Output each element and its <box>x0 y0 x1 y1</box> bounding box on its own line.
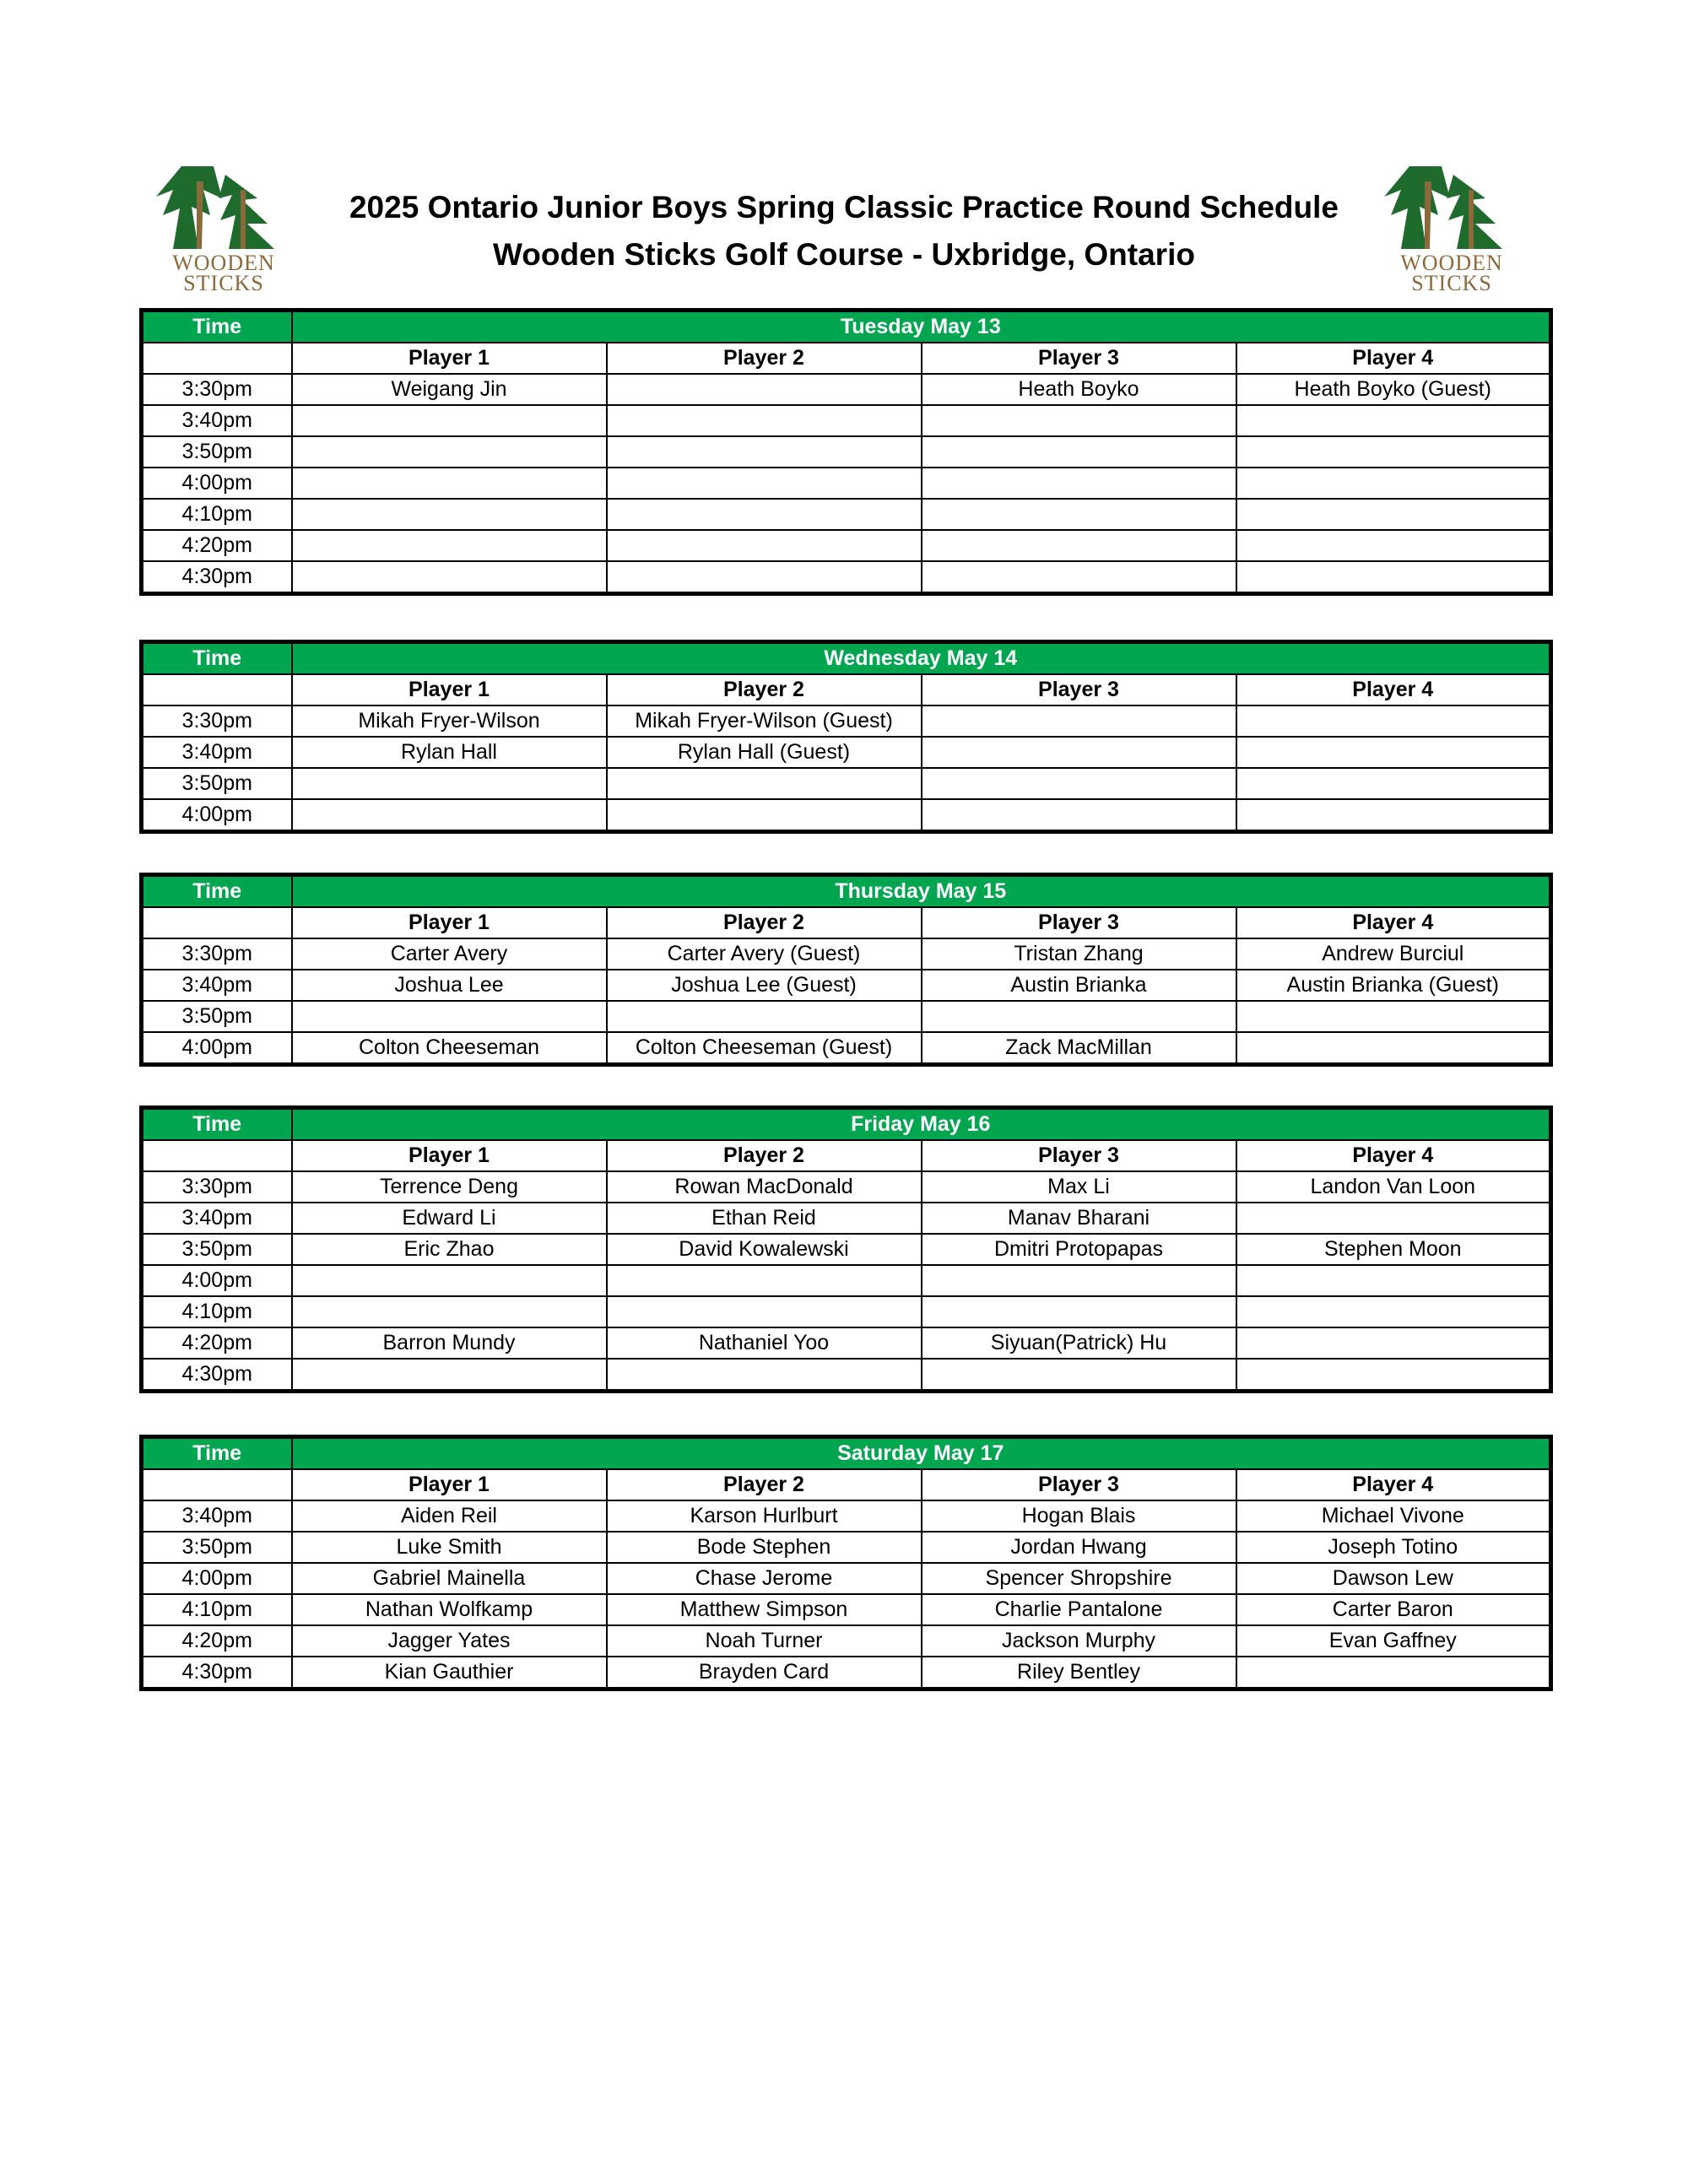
player-cell <box>607 561 922 594</box>
player-cell <box>1236 468 1551 499</box>
schedule-table <box>139 308 1553 596</box>
player-cell <box>607 1296 922 1327</box>
player-cell: Chase Jerome <box>607 1563 922 1594</box>
player-cell <box>292 530 607 561</box>
player-cell <box>607 499 922 530</box>
player-cell <box>607 436 922 468</box>
time-column-header: Time <box>142 1108 292 1141</box>
page-title: 2025 Ontario Junior Boys Spring Classic Practice Round Schedule <box>349 190 1339 224</box>
player-cell: Joshua Lee <box>292 970 607 1001</box>
blank-cell <box>142 674 292 705</box>
table-row <box>142 938 1551 970</box>
day-header-row <box>142 1437 1551 1470</box>
player-cell: Ethan Reid <box>607 1203 922 1234</box>
player-cell <box>922 405 1236 436</box>
wooden-sticks-logo-left <box>148 165 300 295</box>
blank-cell <box>142 1469 292 1500</box>
player-cell <box>1236 530 1551 561</box>
logo-wordmark-line2: STICKS <box>183 271 264 295</box>
tee-time: 3:40pm <box>142 737 292 768</box>
player-cell: Heath Boyko <box>922 374 1236 405</box>
player-cell: Tristan Zhang <box>922 938 1236 970</box>
day-header-row <box>142 642 1551 675</box>
time-column-header: Time <box>142 875 292 908</box>
player-column-header: Player 3 <box>922 907 1236 938</box>
player-cell: Rowan MacDonald <box>607 1171 922 1203</box>
table-row <box>142 374 1551 405</box>
table-row <box>142 1625 1551 1657</box>
table-row <box>142 737 1551 768</box>
player-column-header: Player 3 <box>922 674 1236 705</box>
tree-logo-icon <box>1376 165 1528 253</box>
player-cell <box>922 530 1236 561</box>
time-column-header: Time <box>142 642 292 675</box>
player-header-row <box>142 1140 1551 1171</box>
table-row <box>142 1594 1551 1625</box>
player-cell: Weigang Jin <box>292 374 607 405</box>
player-column-header: Player 3 <box>922 343 1236 374</box>
schedule-table <box>139 640 1553 834</box>
player-cell: Aiden Reil <box>292 1500 607 1532</box>
player-cell: Jackson Murphy <box>922 1625 1236 1657</box>
player-cell: Rylan Hall <box>292 737 607 768</box>
player-column-header: Player 1 <box>292 907 607 938</box>
tee-time: 4:10pm <box>142 1594 292 1625</box>
player-cell <box>922 561 1236 594</box>
player-cell: Joshua Lee (Guest) <box>607 970 922 1001</box>
player-column-header: Player 4 <box>1236 1469 1551 1500</box>
player-cell: Hogan Blais <box>922 1500 1236 1532</box>
tee-time: 3:30pm <box>142 938 292 970</box>
player-cell <box>1236 499 1551 530</box>
player-cell <box>292 436 607 468</box>
player-column-header: Player 4 <box>1236 1140 1551 1171</box>
player-cell <box>292 468 607 499</box>
player-cell <box>607 768 922 799</box>
tee-time: 3:50pm <box>142 1532 292 1563</box>
tee-time: 4:20pm <box>142 530 292 561</box>
player-cell <box>607 799 922 832</box>
player-cell: Gabriel Mainella <box>292 1563 607 1594</box>
tee-time: 3:50pm <box>142 768 292 799</box>
player-cell <box>922 1001 1236 1032</box>
player-header-row <box>142 1469 1551 1500</box>
table-row <box>142 1001 1551 1032</box>
player-cell <box>292 499 607 530</box>
player-cell: Carter Avery <box>292 938 607 970</box>
player-cell: Evan Gaffney <box>1236 1625 1551 1657</box>
player-cell: Edward Li <box>292 1203 607 1234</box>
player-cell: Brayden Card <box>607 1657 922 1689</box>
blank-cell <box>142 343 292 374</box>
player-cell <box>922 705 1236 737</box>
tee-time: 4:00pm <box>142 1032 292 1065</box>
tee-time: 4:00pm <box>142 1265 292 1296</box>
player-cell <box>1236 405 1551 436</box>
player-cell: Max Li <box>922 1171 1236 1203</box>
player-column-header: Player 2 <box>607 907 922 938</box>
tee-time: 3:50pm <box>142 436 292 468</box>
player-cell: Carter Baron <box>1236 1594 1551 1625</box>
table-row <box>142 1500 1551 1532</box>
player-cell <box>922 499 1236 530</box>
player-cell: Eric Zhao <box>292 1234 607 1265</box>
table-row <box>142 530 1551 561</box>
table-row <box>142 1532 1551 1563</box>
tee-time: 3:30pm <box>142 705 292 737</box>
player-cell <box>607 468 922 499</box>
player-cell: Jordan Hwang <box>922 1532 1236 1563</box>
table-row <box>142 405 1551 436</box>
player-cell: Riley Bentley <box>922 1657 1236 1689</box>
time-column-header: Time <box>142 311 292 343</box>
day-label: Tuesday May 13 <box>292 311 1551 343</box>
page-title-block <box>304 184 1384 278</box>
player-cell: Karson Hurlburt <box>607 1500 922 1532</box>
tee-time: 4:20pm <box>142 1327 292 1359</box>
tee-time: 3:40pm <box>142 1500 292 1532</box>
table-row <box>142 799 1551 832</box>
blank-cell <box>142 907 292 938</box>
player-cell: Colton Cheeseman (Guest) <box>607 1032 922 1065</box>
table-row <box>142 1296 1551 1327</box>
player-cell <box>1236 1296 1551 1327</box>
player-cell <box>1236 1657 1551 1689</box>
table-row <box>142 436 1551 468</box>
player-cell <box>292 1001 607 1032</box>
player-column-header: Player 3 <box>922 1469 1236 1500</box>
player-cell <box>922 1265 1236 1296</box>
player-cell: Zack MacMillan <box>922 1032 1236 1065</box>
player-cell: Jagger Yates <box>292 1625 607 1657</box>
player-cell <box>1236 1265 1551 1296</box>
tee-time: 4:30pm <box>142 561 292 594</box>
schedule-table <box>139 1106 1553 1393</box>
player-cell: Joseph Totino <box>1236 1532 1551 1563</box>
logo-wordmark-line1: WOODEN <box>172 251 275 275</box>
player-cell: Charlie Pantalone <box>922 1594 1236 1625</box>
player-header-row <box>142 907 1551 938</box>
tee-time: 4:30pm <box>142 1359 292 1392</box>
tee-time: 4:30pm <box>142 1657 292 1689</box>
player-column-header: Player 4 <box>1236 907 1551 938</box>
player-cell <box>1236 1032 1551 1065</box>
player-cell: Mikah Fryer-Wilson (Guest) <box>607 705 922 737</box>
tee-time: 3:40pm <box>142 405 292 436</box>
day-label: Saturday May 17 <box>292 1437 1551 1470</box>
player-cell <box>922 799 1236 832</box>
table-row <box>142 1657 1551 1689</box>
table-row <box>142 1203 1551 1234</box>
table-row <box>142 1563 1551 1594</box>
player-cell <box>922 768 1236 799</box>
player-cell <box>1236 561 1551 594</box>
player-column-header: Player 2 <box>607 343 922 374</box>
logo-wordmark-line1: WOODEN <box>1400 251 1503 275</box>
page-subtitle: Wooden Sticks Golf Course - Uxbridge, Ontario <box>493 237 1195 272</box>
table-row <box>142 768 1551 799</box>
player-column-header: Player 3 <box>922 1140 1236 1171</box>
player-cell: Manav Bharani <box>922 1203 1236 1234</box>
player-cell: David Kowalewski <box>607 1234 922 1265</box>
player-column-header: Player 1 <box>292 343 607 374</box>
player-cell <box>1236 1359 1551 1392</box>
tee-time: 4:00pm <box>142 468 292 499</box>
player-cell <box>607 1001 922 1032</box>
player-cell <box>922 436 1236 468</box>
player-cell: Michael Vivone <box>1236 1500 1551 1532</box>
player-cell: Matthew Simpson <box>607 1594 922 1625</box>
tee-time: 3:30pm <box>142 374 292 405</box>
tee-time: 4:00pm <box>142 1563 292 1594</box>
player-cell: Luke Smith <box>292 1532 607 1563</box>
player-cell <box>1236 1327 1551 1359</box>
logo-wordmark <box>1376 253 1528 294</box>
player-cell: Noah Turner <box>607 1625 922 1657</box>
player-cell: Barron Mundy <box>292 1327 607 1359</box>
player-cell: Colton Cheeseman <box>292 1032 607 1065</box>
player-header-row <box>142 343 1551 374</box>
table-row <box>142 705 1551 737</box>
tee-time: 3:50pm <box>142 1001 292 1032</box>
player-column-header: Player 2 <box>607 1140 922 1171</box>
player-cell <box>607 1359 922 1392</box>
player-cell <box>292 405 607 436</box>
day-label: Thursday May 15 <box>292 875 1551 908</box>
day-header-row <box>142 1108 1551 1141</box>
player-cell: Mikah Fryer-Wilson <box>292 705 607 737</box>
player-cell: Terrence Deng <box>292 1171 607 1203</box>
player-cell <box>1236 1001 1551 1032</box>
player-cell <box>1236 436 1551 468</box>
player-cell: Nathaniel Yoo <box>607 1327 922 1359</box>
player-column-header: Player 2 <box>607 674 922 705</box>
table-row <box>142 499 1551 530</box>
time-column-header: Time <box>142 1437 292 1470</box>
player-cell: Kian Gauthier <box>292 1657 607 1689</box>
player-cell: Bode Stephen <box>607 1532 922 1563</box>
player-cell: Dawson Lew <box>1236 1563 1551 1594</box>
day-header-row <box>142 311 1551 343</box>
player-column-header: Player 1 <box>292 1469 607 1500</box>
player-cell <box>292 1265 607 1296</box>
player-cell <box>1236 705 1551 737</box>
player-column-header: Player 4 <box>1236 343 1551 374</box>
player-column-header: Player 4 <box>1236 674 1551 705</box>
player-cell <box>292 799 607 832</box>
tee-time: 4:10pm <box>142 499 292 530</box>
player-cell <box>1236 799 1551 832</box>
logo-wordmark <box>148 253 300 294</box>
wooden-sticks-logo-right <box>1376 165 1528 295</box>
player-column-header: Player 1 <box>292 1140 607 1171</box>
player-cell <box>922 737 1236 768</box>
tee-time: 3:50pm <box>142 1234 292 1265</box>
player-cell <box>1236 768 1551 799</box>
player-cell: Spencer Shropshire <box>922 1563 1236 1594</box>
table-row <box>142 970 1551 1001</box>
player-cell: Carter Avery (Guest) <box>607 938 922 970</box>
player-header-row <box>142 674 1551 705</box>
player-cell: Rylan Hall (Guest) <box>607 737 922 768</box>
table-row <box>142 1265 1551 1296</box>
player-cell: Stephen Moon <box>1236 1234 1551 1265</box>
player-cell <box>607 374 922 405</box>
table-row <box>142 468 1551 499</box>
player-cell: Siyuan(Patrick) Hu <box>922 1327 1236 1359</box>
tee-time: 4:20pm <box>142 1625 292 1657</box>
table-row <box>142 1359 1551 1392</box>
player-cell <box>922 468 1236 499</box>
logo-wordmark-line2: STICKS <box>1411 271 1492 295</box>
tree-logo-icon <box>148 165 300 253</box>
player-cell <box>1236 737 1551 768</box>
player-cell: Andrew Burciul <box>1236 938 1551 970</box>
day-label: Wednesday May 14 <box>292 642 1551 675</box>
player-cell <box>922 1296 1236 1327</box>
day-header-row <box>142 875 1551 908</box>
table-row <box>142 561 1551 594</box>
schedule-table <box>139 873 1553 1067</box>
table-row <box>142 1327 1551 1359</box>
player-cell <box>292 1359 607 1392</box>
player-cell: Austin Brianka <box>922 970 1236 1001</box>
blank-cell <box>142 1140 292 1171</box>
player-cell <box>292 561 607 594</box>
tee-time: 4:00pm <box>142 799 292 832</box>
table-row <box>142 1234 1551 1265</box>
tee-time: 3:40pm <box>142 970 292 1001</box>
player-cell: Heath Boyko (Guest) <box>1236 374 1551 405</box>
player-cell: Dmitri Protopapas <box>922 1234 1236 1265</box>
player-cell <box>292 768 607 799</box>
player-cell: Landon Van Loon <box>1236 1171 1551 1203</box>
player-cell <box>1236 1203 1551 1234</box>
tee-time: 3:40pm <box>142 1203 292 1234</box>
tee-time: 4:10pm <box>142 1296 292 1327</box>
player-cell <box>607 405 922 436</box>
player-cell <box>607 530 922 561</box>
table-row <box>142 1171 1551 1203</box>
player-column-header: Player 2 <box>607 1469 922 1500</box>
player-cell: Austin Brianka (Guest) <box>1236 970 1551 1001</box>
schedule-table <box>139 1435 1553 1691</box>
player-cell <box>922 1359 1236 1392</box>
table-row <box>142 1032 1551 1065</box>
player-cell: Nathan Wolfkamp <box>292 1594 607 1625</box>
player-cell <box>292 1296 607 1327</box>
tee-time: 3:30pm <box>142 1171 292 1203</box>
player-column-header: Player 1 <box>292 674 607 705</box>
player-cell <box>607 1265 922 1296</box>
day-label: Friday May 16 <box>292 1108 1551 1141</box>
